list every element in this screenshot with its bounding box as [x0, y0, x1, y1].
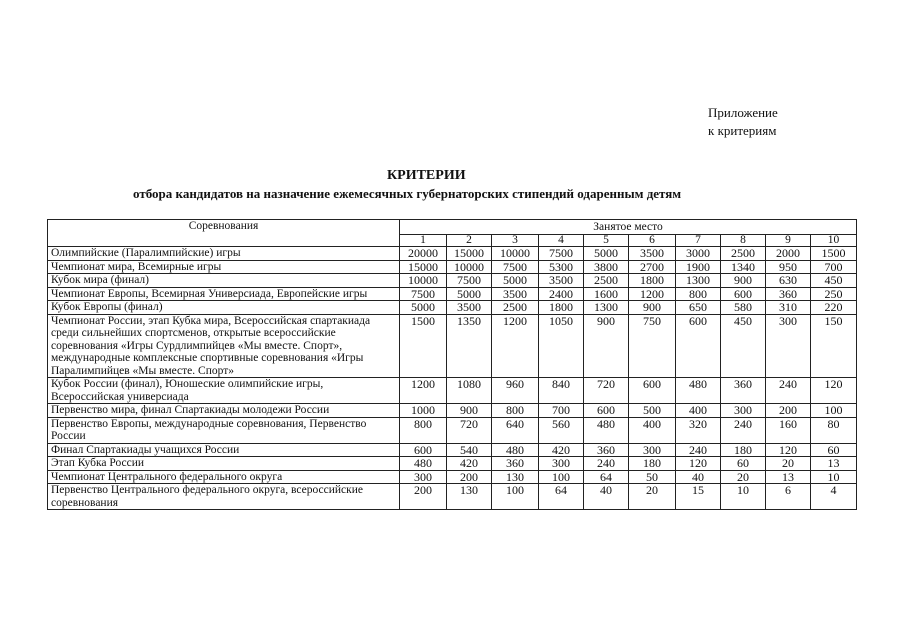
table-row	[48, 247, 857, 261]
points-cell: 150	[811, 314, 857, 378]
points-cell: 64	[539, 484, 584, 510]
points-cell: 15	[676, 484, 721, 510]
points-cell: 3800	[584, 260, 629, 274]
points-cell: 40	[584, 484, 629, 510]
points-cell: 310	[766, 301, 811, 315]
points-cell: 2500	[584, 274, 629, 288]
points-cell: 200	[447, 470, 492, 484]
points-cell: 13	[811, 457, 857, 471]
competition-name: Первенство мира, финал Спартакиады молодежи России	[48, 404, 400, 418]
points-cell: 560	[539, 417, 584, 443]
points-cell: 240	[721, 417, 766, 443]
points-cell: 100	[811, 404, 857, 418]
points-cell: 480	[584, 417, 629, 443]
annex-line-1: Приложение	[708, 105, 778, 120]
competition-name: Олимпийские (Паралимпийские) игры	[48, 247, 400, 261]
table-row	[48, 301, 857, 315]
points-cell: 7500	[400, 287, 447, 301]
place-number-1: 1	[400, 235, 447, 247]
points-cell: 720	[447, 417, 492, 443]
points-cell: 1340	[721, 260, 766, 274]
points-cell: 2400	[539, 287, 584, 301]
points-cell: 2500	[492, 301, 539, 315]
points-cell: 3500	[629, 247, 676, 261]
points-cell: 1500	[811, 247, 857, 261]
table-row	[48, 470, 857, 484]
competitions-header: Соревнования	[48, 220, 400, 247]
points-cell: 50	[629, 470, 676, 484]
points-cell: 1800	[539, 301, 584, 315]
points-cell: 2500	[721, 247, 766, 261]
points-cell: 1900	[676, 260, 721, 274]
points-cell: 480	[676, 378, 721, 404]
points-cell: 1000	[400, 404, 447, 418]
points-cell: 750	[629, 314, 676, 378]
points-cell: 420	[447, 457, 492, 471]
points-cell: 100	[492, 484, 539, 510]
points-cell: 650	[676, 301, 721, 315]
points-cell: 60	[721, 457, 766, 471]
points-cell: 600	[400, 443, 447, 457]
points-cell: 450	[811, 274, 857, 288]
points-cell: 1200	[492, 314, 539, 378]
table-row	[48, 314, 857, 378]
table-row	[48, 457, 857, 471]
points-cell: 5300	[539, 260, 584, 274]
points-cell: 120	[676, 457, 721, 471]
points-cell: 360	[584, 443, 629, 457]
points-cell: 7500	[492, 260, 539, 274]
points-cell: 1350	[447, 314, 492, 378]
points-cell: 400	[629, 417, 676, 443]
points-cell: 6	[766, 484, 811, 510]
points-cell: 5000	[492, 274, 539, 288]
points-cell: 240	[766, 378, 811, 404]
points-cell: 7500	[539, 247, 584, 261]
place-number-8: 8	[721, 235, 766, 247]
table-row	[48, 274, 857, 288]
document-title-text: КРИТЕРИИ	[387, 168, 466, 183]
points-cell: 130	[447, 484, 492, 510]
place-number-3: 3	[492, 235, 539, 247]
points-cell: 640	[492, 417, 539, 443]
points-cell: 300	[539, 457, 584, 471]
points-cell: 200	[766, 404, 811, 418]
points-cell: 800	[676, 287, 721, 301]
points-cell: 900	[584, 314, 629, 378]
points-cell: 1300	[584, 301, 629, 315]
points-cell: 700	[811, 260, 857, 274]
table-row	[48, 404, 857, 418]
points-cell: 420	[539, 443, 584, 457]
points-cell: 450	[721, 314, 766, 378]
document-subtitle-text: отбора кандидатов на назначение ежемесячных губернаторских стипендий одаренным детям	[133, 186, 682, 201]
points-cell: 1300	[676, 274, 721, 288]
points-cell: 4	[811, 484, 857, 510]
points-cell: 240	[676, 443, 721, 457]
place-number-5: 5	[584, 235, 629, 247]
table-row	[48, 260, 857, 274]
points-cell: 3500	[447, 301, 492, 315]
points-cell: 10	[721, 484, 766, 510]
points-cell: 64	[584, 470, 629, 484]
points-cell: 400	[676, 404, 721, 418]
points-cell: 600	[629, 378, 676, 404]
points-cell: 500	[629, 404, 676, 418]
points-cell: 3500	[539, 274, 584, 288]
competition-name: Чемпионат Европы, Всемирная Универсиада, Европейские игры	[48, 287, 400, 301]
points-cell: 360	[766, 287, 811, 301]
competition-name: Кубок России (финал), Юношеские олимпийские игры, Всероссийская универсиада	[48, 378, 400, 404]
points-cell: 2700	[629, 260, 676, 274]
table-row	[48, 443, 857, 457]
points-cell: 130	[492, 470, 539, 484]
points-cell: 1600	[584, 287, 629, 301]
points-cell: 840	[539, 378, 584, 404]
competition-name: Первенство Центрального федерального округа, всероссийские соревнования	[48, 484, 400, 510]
competition-name: Чемпионат Центрального федерального округа	[48, 470, 400, 484]
points-cell: 320	[676, 417, 721, 443]
points-cell: 100	[539, 470, 584, 484]
points-cell: 7500	[447, 274, 492, 288]
points-cell: 15000	[447, 247, 492, 261]
competition-name: Первенство Европы, международные соревнования, Первенство России	[48, 417, 400, 443]
competition-name: Чемпионат мира, Всемирные игры	[48, 260, 400, 274]
points-cell: 60	[811, 443, 857, 457]
place-number-4: 4	[539, 235, 584, 247]
points-cell: 600	[721, 287, 766, 301]
points-cell: 600	[584, 404, 629, 418]
points-cell: 120	[811, 378, 857, 404]
points-cell: 80	[811, 417, 857, 443]
points-cell: 300	[721, 404, 766, 418]
points-cell: 600	[676, 314, 721, 378]
place-number-2: 2	[447, 235, 492, 247]
points-cell: 1500	[400, 314, 447, 378]
points-cell: 900	[447, 404, 492, 418]
points-cell: 720	[584, 378, 629, 404]
table-row	[48, 417, 857, 443]
place-number-10: 10	[811, 235, 857, 247]
points-cell: 20000	[400, 247, 447, 261]
points-cell: 1800	[629, 274, 676, 288]
points-cell: 480	[492, 443, 539, 457]
place-number-7: 7	[676, 235, 721, 247]
points-cell: 1200	[400, 378, 447, 404]
points-cell: 580	[721, 301, 766, 315]
competition-name: Чемпионат России, этап Кубка мира, Всероссийская спартакиада среди сильнейших спортсменов, открытые всероссийские соревнования «Игры Сурдлимпийцев «Мы вместе. Спорт», международные комплексные спортивные соревнования «Игры Паралимпийцев «Мы вместе. Спорт»	[48, 314, 400, 378]
points-cell: 2000	[766, 247, 811, 261]
place-header: Занятое место	[400, 220, 857, 235]
points-cell: 1050	[539, 314, 584, 378]
competition-name: Кубок Европы (финал)	[48, 301, 400, 315]
table-body	[48, 247, 857, 510]
table-header-row	[48, 220, 857, 235]
points-cell: 15000	[400, 260, 447, 274]
points-cell: 300	[400, 470, 447, 484]
points-cell: 240	[584, 457, 629, 471]
points-cell: 20	[721, 470, 766, 484]
points-cell: 1080	[447, 378, 492, 404]
points-cell: 5000	[400, 301, 447, 315]
competition-name: Этап Кубка России	[48, 457, 400, 471]
points-cell: 250	[811, 287, 857, 301]
points-cell: 5000	[447, 287, 492, 301]
points-cell: 900	[721, 274, 766, 288]
points-cell: 950	[766, 260, 811, 274]
points-cell: 1200	[629, 287, 676, 301]
competition-name: Финал Спартакиады учащихся России	[48, 443, 400, 457]
points-cell: 3500	[492, 287, 539, 301]
points-cell: 540	[447, 443, 492, 457]
points-cell: 10000	[492, 247, 539, 261]
table-row	[48, 287, 857, 301]
points-cell: 630	[766, 274, 811, 288]
points-cell: 20	[766, 457, 811, 471]
points-cell: 700	[539, 404, 584, 418]
points-cell: 5000	[584, 247, 629, 261]
points-cell: 360	[492, 457, 539, 471]
points-cell: 3000	[676, 247, 721, 261]
annex-block	[708, 104, 778, 140]
table-row	[48, 484, 857, 510]
points-cell: 300	[766, 314, 811, 378]
table-row	[48, 378, 857, 404]
points-cell: 180	[721, 443, 766, 457]
place-number-9: 9	[766, 235, 811, 247]
points-cell: 360	[721, 378, 766, 404]
points-cell: 180	[629, 457, 676, 471]
criteria-table	[47, 219, 857, 510]
points-cell: 200	[400, 484, 447, 510]
points-cell: 960	[492, 378, 539, 404]
competition-name: Кубок мира (финал)	[48, 274, 400, 288]
points-cell: 40	[676, 470, 721, 484]
place-number-6: 6	[629, 235, 676, 247]
points-cell: 13	[766, 470, 811, 484]
points-cell: 900	[629, 301, 676, 315]
points-cell: 10000	[447, 260, 492, 274]
points-cell: 480	[400, 457, 447, 471]
points-cell: 300	[629, 443, 676, 457]
points-cell: 160	[766, 417, 811, 443]
points-cell: 120	[766, 443, 811, 457]
points-cell: 10000	[400, 274, 447, 288]
points-cell: 220	[811, 301, 857, 315]
points-cell: 800	[400, 417, 447, 443]
points-cell: 800	[492, 404, 539, 418]
points-cell: 10	[811, 470, 857, 484]
points-cell: 20	[629, 484, 676, 510]
annex-line-2: к критериям	[708, 123, 777, 138]
